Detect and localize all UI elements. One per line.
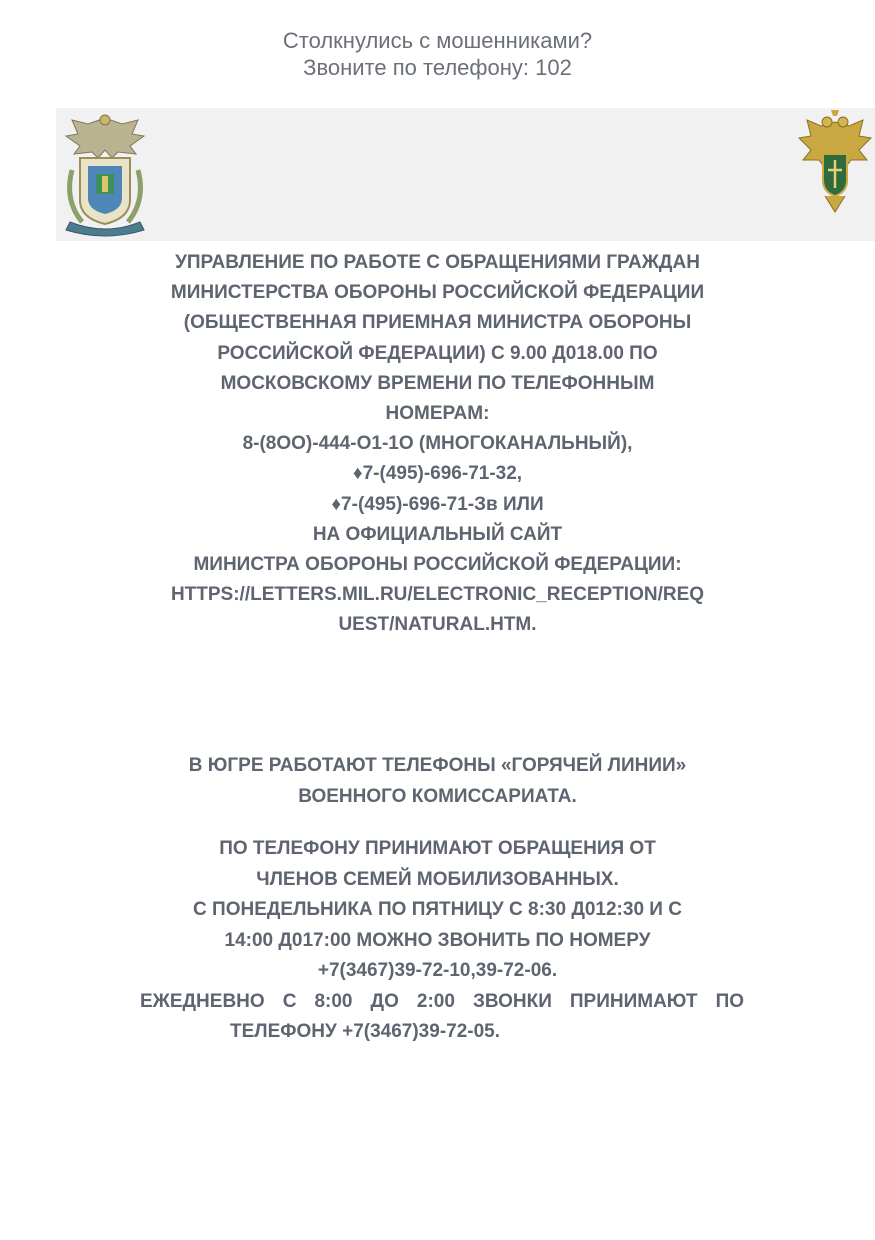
hotline-details-block bbox=[130, 834, 745, 1048]
page-header bbox=[0, 27, 875, 81]
police-emblem-icon bbox=[58, 110, 152, 240]
emblem-banner bbox=[56, 108, 875, 241]
text-line: МИНИСТРА ОБОРОНЫ РОССИЙСКОЙ ФЕДЕРАЦИИ: bbox=[193, 554, 682, 576]
phone-number: ♦7-(495)-696-71-Зв ИЛИ bbox=[331, 493, 544, 515]
text-line: УПРАВЛЕНИЕ ПО РАБОТЕ С ОБРАЩЕНИЯМИ ГРАЖДАН bbox=[175, 252, 700, 273]
word: ЗВОНКИ bbox=[472, 990, 552, 1012]
text-line: (ОБЩЕСТВЕННАЯ ПРИЕМНАЯ МИНИСТРА ОБОРОНЫ bbox=[183, 312, 692, 334]
hotline-heading: ВОЕННОГО КОМИССАРИАТА. bbox=[298, 786, 577, 807]
website-url-line: UEST/NATURAL.HTM. bbox=[338, 614, 537, 636]
prosecutor-emblem-icon bbox=[795, 108, 875, 216]
word: ПО bbox=[715, 990, 744, 1012]
word: С bbox=[282, 990, 297, 1012]
text-line: НА ОФИЦИАЛЬНЫЙ САЙТ bbox=[312, 523, 563, 545]
police-phone-line: Звоните по телефону: 102 bbox=[303, 55, 572, 80]
phone-number: ♦7-(495)-696-71-32, bbox=[352, 463, 523, 485]
word: ЕЖЕДНЕВНО bbox=[140, 990, 265, 1012]
text-line: МОСКОВСКОМУ ВРЕМЕНИ ПО ТЕЛЕФОННЫМ bbox=[220, 372, 655, 394]
defense-ministry-reception-block bbox=[130, 248, 745, 641]
word: ПРИНИМАЮТ bbox=[569, 990, 698, 1012]
text-line: ЧЛЕНОВ СЕМЕЙ МОБИЛИЗОВАННЫХ. bbox=[256, 868, 619, 890]
website-url-line: HTTPS://LETTERS.MIL.RU/ELECTRONIC_RECEPTION/REQ bbox=[170, 584, 705, 606]
text-line: ПО ТЕЛЕФОНУ ПРИНИМАЮТ ОБРАЩЕНИЯ ОТ bbox=[219, 838, 656, 859]
hotline-phone-numbers: +7(3467)39-72-10,39-72-06. bbox=[317, 960, 558, 981]
schedule-line: С ПОНЕДЕЛЬНИКА ПО ПЯТНИЦУ С 8:30 Д012:30 И С bbox=[193, 899, 682, 920]
word: 2:00 bbox=[416, 990, 455, 1012]
phone-multichannel: 8-(8OO)-444-O1-1O (МНОГОКАНАЛЬНЫЙ), bbox=[242, 433, 633, 455]
daily-schedule-line bbox=[140, 987, 744, 1018]
schedule-line: 14:00 Д017:00 МОЖНО ЗВОНИТЬ ПО НОМЕРУ bbox=[224, 929, 651, 951]
daily-phone-number: ТЕЛЕФОНУ +7(3467)39-72-05. bbox=[230, 1021, 501, 1042]
word: 8:00 bbox=[314, 990, 353, 1012]
text-line: НОМЕРАМ: bbox=[385, 403, 490, 425]
hotline-heading: В ЮГРЕ РАБОТАЮТ ТЕЛЕФОНЫ «ГОРЯЧЕЙ ЛИНИИ» bbox=[188, 755, 687, 776]
text-line: РОССИЙСКОЙ ФЕДЕРАЦИИ) С 9.00 Д018.00 ПО bbox=[217, 342, 658, 364]
hotline-heading-block bbox=[130, 750, 745, 812]
text-line: МИНИСТЕРСТВА ОБОРОНЫ РОССИЙСКОЙ ФЕДЕРАЦИИ bbox=[170, 282, 705, 304]
fraud-warning-title: Столкнулись с мошенниками? bbox=[282, 28, 593, 53]
word: ДО bbox=[370, 990, 399, 1012]
